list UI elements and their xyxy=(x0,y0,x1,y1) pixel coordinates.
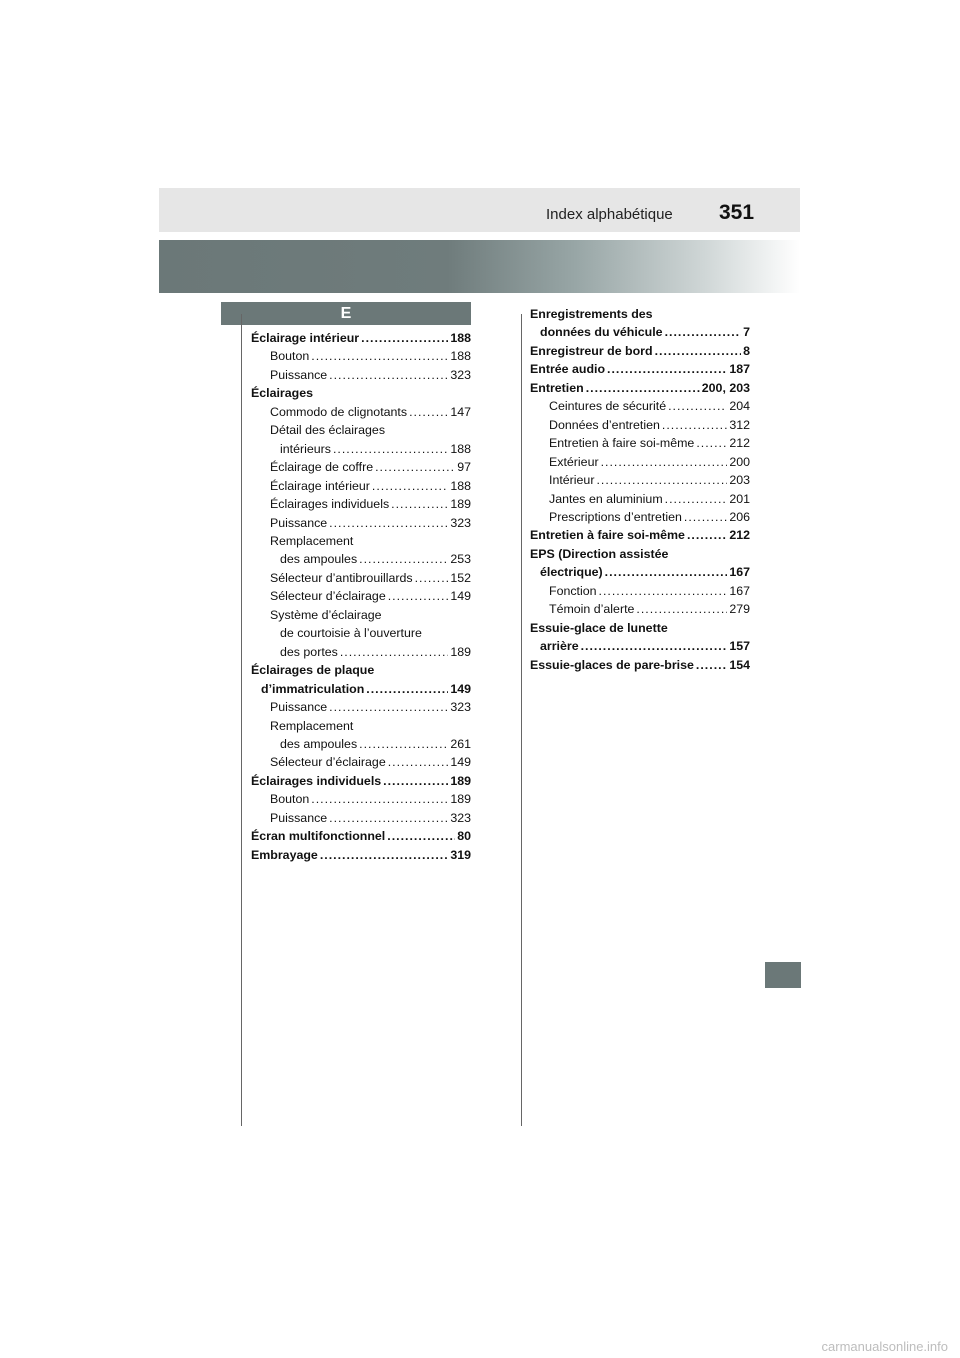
index-entry-page: 187 xyxy=(729,362,750,377)
index-entry xyxy=(530,637,750,655)
index-entry xyxy=(251,661,471,679)
dot-leader xyxy=(605,563,728,581)
dot-leader xyxy=(607,360,727,378)
index-entry-page: 189 xyxy=(450,792,471,807)
index-entry xyxy=(530,323,750,341)
index-entry-term: Entretien à faire soi-même xyxy=(549,436,695,451)
index-entry-term: Extérieur xyxy=(549,454,599,469)
dot-leader xyxy=(388,753,449,771)
index-column-2 xyxy=(530,305,750,674)
index-entry-term: Éclairage intérieur xyxy=(251,331,360,345)
index-entry-term: Prescriptions d’entretien xyxy=(549,509,682,524)
dot-leader xyxy=(388,587,449,605)
index-entry-page: 149 xyxy=(450,589,471,604)
index-entry-page: 97 xyxy=(457,460,471,475)
dot-leader xyxy=(311,790,448,808)
index-entry xyxy=(251,347,471,365)
index-entry-term: données du véhicule xyxy=(540,325,663,340)
index-entry xyxy=(251,366,471,384)
index-entry-page: 188 xyxy=(450,478,471,493)
dot-leader xyxy=(361,329,448,347)
dot-leader xyxy=(320,846,449,864)
index-entry-term: Sélecteur d’éclairage xyxy=(270,755,386,770)
dot-leader xyxy=(329,809,448,827)
index-entry-page: 323 xyxy=(450,810,471,825)
dot-leader xyxy=(665,490,728,508)
index-entry-term: Bouton xyxy=(270,792,310,807)
index-entry xyxy=(530,305,750,323)
index-entry-term: d’immatriculation xyxy=(261,681,365,696)
index-entry xyxy=(530,471,750,489)
index-entry xyxy=(251,514,471,532)
dot-leader xyxy=(599,582,728,600)
dot-leader xyxy=(415,569,449,587)
index-entry-term: Éclairages de plaque xyxy=(251,663,375,678)
index-entry-page: 261 xyxy=(450,736,471,751)
dot-leader xyxy=(359,550,448,568)
dot-leader xyxy=(387,827,455,845)
index-entry xyxy=(530,508,750,526)
dot-leader xyxy=(581,637,728,655)
index-entry-term: des portes xyxy=(280,644,338,659)
dot-leader xyxy=(662,416,727,434)
index-entry xyxy=(251,458,471,476)
dot-leader xyxy=(636,600,727,618)
index-entry xyxy=(530,526,750,544)
index-entry-term: Puissance xyxy=(270,810,328,825)
index-entry xyxy=(251,680,471,698)
column-divider-left xyxy=(241,314,242,1126)
index-entry-page: 279 xyxy=(729,602,750,617)
index-entry-term: Embrayage xyxy=(251,847,318,862)
index-entry-page: 200, 203 xyxy=(701,380,750,395)
index-entry-term: Témoin d’alerte xyxy=(549,602,635,617)
index-entry xyxy=(251,329,471,347)
index-entry xyxy=(530,563,750,581)
index-entry-term: Éclairage de coffre xyxy=(270,460,374,475)
index-entry-term: Puissance xyxy=(270,515,328,530)
index-entry xyxy=(251,495,471,513)
index-entry xyxy=(251,772,471,790)
index-entry-page: 80 xyxy=(457,829,471,844)
index-entry xyxy=(251,384,471,402)
index-entry-page: 200 xyxy=(729,454,750,469)
dot-leader xyxy=(684,508,727,526)
index-letter-heading: E xyxy=(221,302,471,325)
index-entry-page: 152 xyxy=(450,570,471,585)
index-entry-term: Données d’entretien xyxy=(549,417,660,432)
column-divider-right xyxy=(521,314,522,1126)
index-entry-term: Éclairage intérieur xyxy=(270,478,370,493)
index-entry-page: 323 xyxy=(450,700,471,715)
index-entry-page: 212 xyxy=(729,436,750,451)
index-entry-page: 8 xyxy=(743,343,750,358)
index-entry-term: EPS (Direction assistée xyxy=(530,546,669,561)
index-entry-term: Remplacement xyxy=(270,718,354,733)
index-entry-term: Sélecteur d’antibrouillards xyxy=(270,570,413,585)
index-entry xyxy=(530,434,750,452)
index-entry-page: 253 xyxy=(450,552,471,567)
index-entry-term: Jantes en aluminium xyxy=(549,491,663,506)
index-entry xyxy=(530,453,750,471)
dot-leader xyxy=(311,347,448,365)
index-entry xyxy=(530,545,750,563)
index-entry xyxy=(251,643,471,661)
index-entry-term: Puissance xyxy=(270,367,328,382)
index-entry-page: 323 xyxy=(450,515,471,530)
index-entry xyxy=(251,698,471,716)
index-entry-term: Fonction xyxy=(549,583,597,598)
dot-leader xyxy=(586,379,700,397)
index-entry xyxy=(530,397,750,415)
index-entry-term: arrière xyxy=(540,639,579,654)
index-entry xyxy=(251,532,471,550)
index-entry-page: 167 xyxy=(729,565,750,580)
index-entry xyxy=(251,477,471,495)
index-entry xyxy=(251,587,471,605)
index-entry-page: 149 xyxy=(450,681,471,696)
index-entry-page: 189 xyxy=(450,773,471,788)
dot-leader xyxy=(329,514,448,532)
index-entry xyxy=(251,421,471,439)
dot-leader xyxy=(696,656,727,674)
index-entry-page: 189 xyxy=(450,497,471,512)
index-entry xyxy=(530,600,750,618)
watermark: carmanualsonline.info xyxy=(821,1338,948,1354)
index-entry-page: 154 xyxy=(729,657,750,672)
index-entry-page: 188 xyxy=(450,349,471,364)
index-entry-term: de courtoisie à l’ouverture xyxy=(280,626,422,641)
index-entry-term: Ceintures de sécurité xyxy=(549,399,667,414)
index-entry-term: Éclairages individuels xyxy=(270,497,390,512)
index-entry-term: Entretien à faire soi-même xyxy=(530,528,685,543)
index-entry-term: des ampoules xyxy=(280,552,358,567)
index-entry-term: Essuie-glaces de pare-brise xyxy=(530,657,694,672)
index-entry-term: Éclairages xyxy=(251,386,313,401)
dot-leader xyxy=(596,471,727,489)
index-entry xyxy=(251,606,471,624)
index-entry-term: électrique) xyxy=(540,565,603,580)
index-entry-page: 188 xyxy=(450,441,471,456)
index-entry xyxy=(251,717,471,735)
dot-leader xyxy=(366,680,448,698)
index-entry xyxy=(251,809,471,827)
index-entry xyxy=(251,403,471,421)
index-entry xyxy=(530,360,750,378)
index-entry xyxy=(530,416,750,434)
dot-leader xyxy=(655,342,742,360)
index-entry-page: 201 xyxy=(729,491,750,506)
index-entry-page: 323 xyxy=(450,367,471,382)
index-entry-term: Entretien xyxy=(530,380,584,395)
index-entry-term: Éclairages individuels xyxy=(251,773,382,788)
index-entry-term: Détail des éclairages xyxy=(270,423,386,438)
thumb-index-tab xyxy=(765,962,801,988)
index-entry xyxy=(251,846,471,864)
index-entry xyxy=(251,550,471,568)
index-entry-term: Puissance xyxy=(270,700,328,715)
index-entry xyxy=(251,827,471,845)
index-entry-page: 147 xyxy=(450,404,471,419)
index-entry xyxy=(251,440,471,458)
dot-leader xyxy=(601,453,728,471)
header-bar xyxy=(159,188,800,232)
dot-leader xyxy=(383,772,448,790)
index-entry-term: Intérieur xyxy=(549,473,595,488)
index-entry xyxy=(530,379,750,397)
dot-leader xyxy=(696,434,727,452)
index-entry xyxy=(530,619,750,637)
index-entry xyxy=(530,656,750,674)
index-entry-page: 206 xyxy=(729,509,750,524)
index-entry-term: Bouton xyxy=(270,349,310,364)
index-entry-term: des ampoules xyxy=(280,736,358,751)
dot-leader xyxy=(359,735,448,753)
decorative-band xyxy=(159,240,800,293)
dot-leader xyxy=(409,403,448,421)
dot-leader xyxy=(329,698,448,716)
index-entry-term: Écran multifonctionnel xyxy=(251,829,386,844)
index-entry xyxy=(251,790,471,808)
dot-leader xyxy=(375,458,455,476)
index-entry xyxy=(530,342,750,360)
index-entry xyxy=(251,735,471,753)
dot-leader xyxy=(372,477,448,495)
index-entry xyxy=(251,624,471,642)
index-entry xyxy=(251,569,471,587)
index-entry-page: 7 xyxy=(743,325,750,340)
index-entry-page: 312 xyxy=(729,417,750,432)
index-entry-page: 212 xyxy=(729,528,750,543)
index-entry xyxy=(530,490,750,508)
index-entry-term: Commodo de clignotants xyxy=(270,404,408,419)
index-entry-page: 167 xyxy=(729,583,750,598)
index-entry-term: Entrée audio xyxy=(530,362,606,377)
index-entry-page: 204 xyxy=(729,399,750,414)
index-entry-page: 203 xyxy=(729,473,750,488)
dot-leader xyxy=(329,366,448,384)
dot-leader xyxy=(687,526,727,544)
dot-leader xyxy=(391,495,448,513)
index-entry-page: 319 xyxy=(450,847,471,862)
index-entry-term: Enregistrements des xyxy=(530,307,653,321)
dot-leader xyxy=(333,440,448,458)
index-entry-term: Essuie-glace de lunette xyxy=(530,620,668,635)
index-entry-term: Remplacement xyxy=(270,533,354,548)
index-column-1 xyxy=(251,329,471,864)
index-entry-page: 189 xyxy=(450,644,471,659)
index-entry-page: 149 xyxy=(450,755,471,770)
index-entry-page: 188 xyxy=(450,331,471,345)
index-entry-term: Système d’éclairage xyxy=(270,607,382,622)
index-entry xyxy=(251,753,471,771)
index-entry-page: 157 xyxy=(729,639,750,654)
page-number: 351 xyxy=(719,201,755,224)
index-entry-term: intérieurs xyxy=(280,441,331,456)
index-entry-term: Enregistreur de bord xyxy=(530,343,653,358)
index-entry xyxy=(530,582,750,600)
section-title: Index alphabétique xyxy=(546,206,673,223)
dot-leader xyxy=(340,643,448,661)
dot-leader xyxy=(665,323,742,341)
index-entry-term: Sélecteur d’éclairage xyxy=(270,589,386,604)
dot-leader xyxy=(668,397,727,415)
